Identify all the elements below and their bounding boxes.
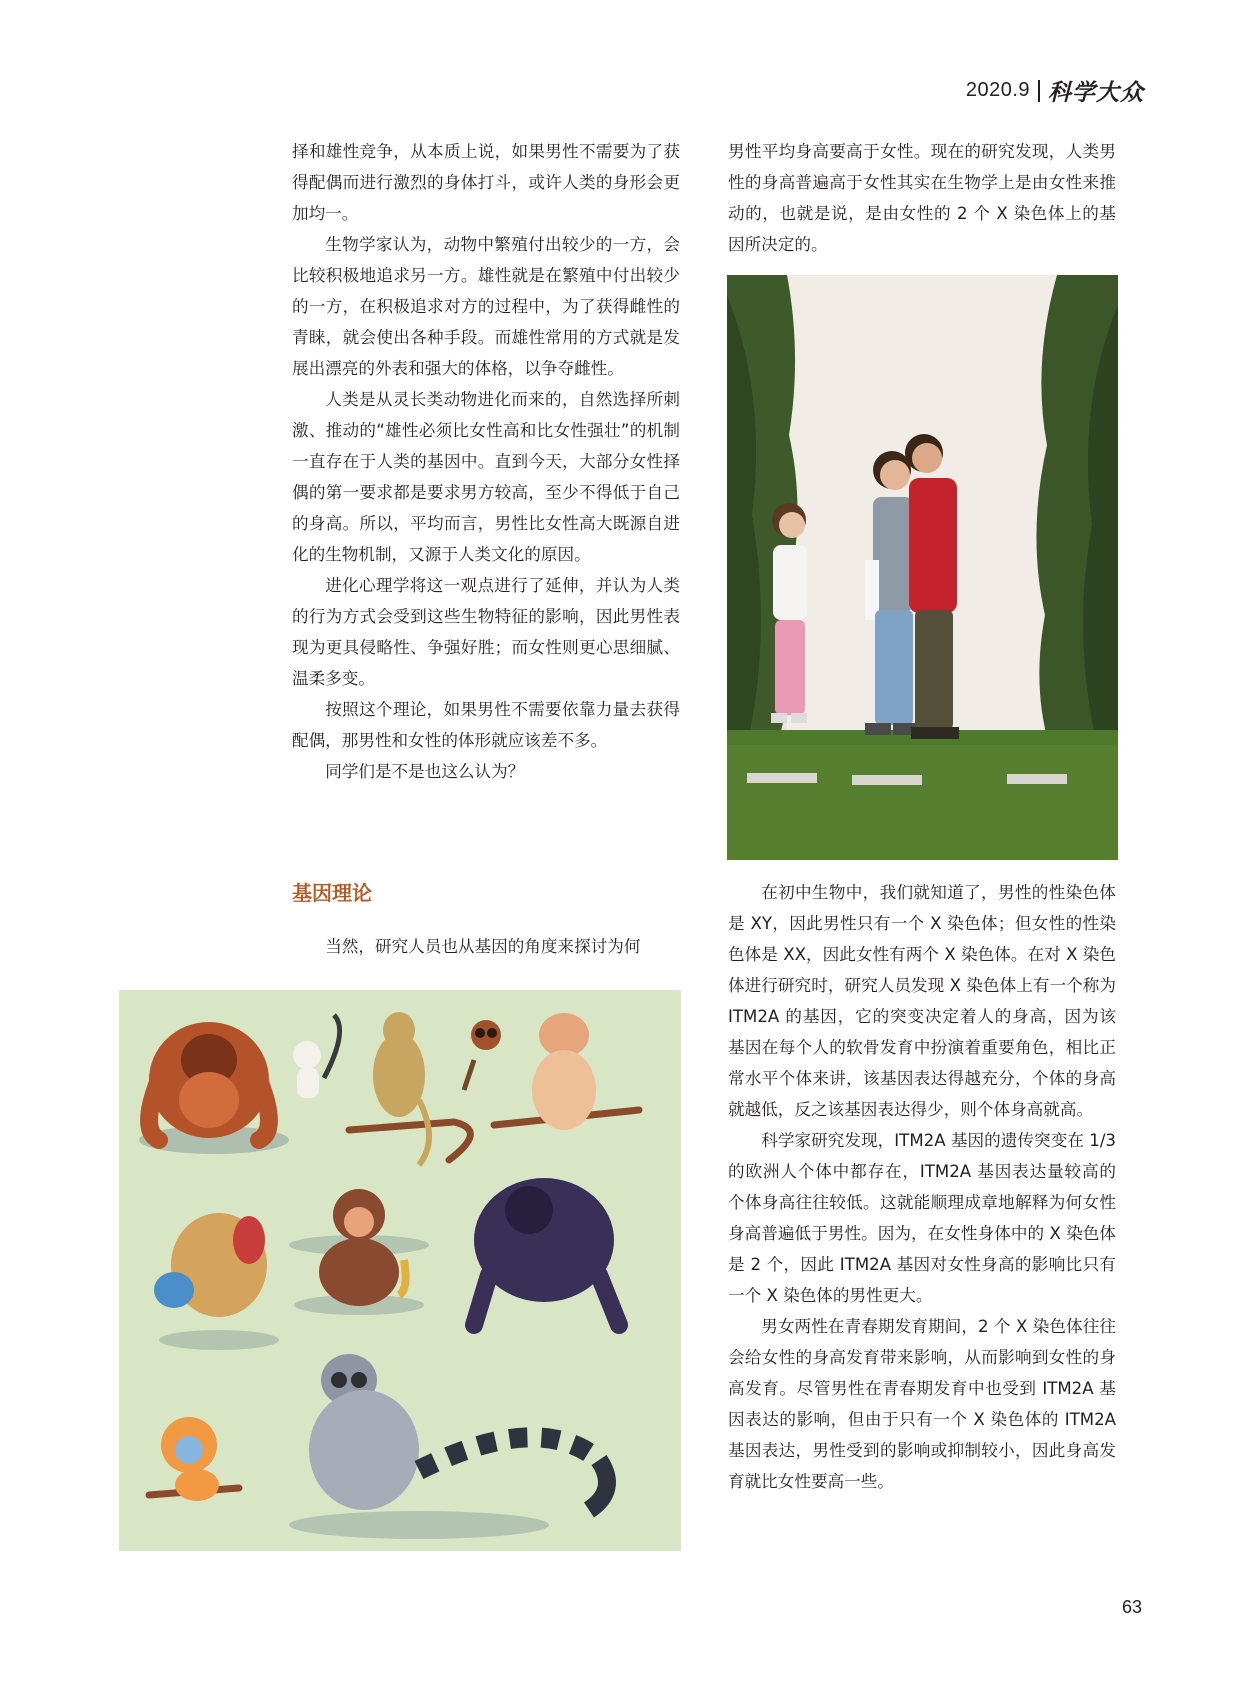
header-divider	[1038, 80, 1040, 102]
right-column-top	[728, 136, 1116, 260]
paragraph: 生物学家认为，动物中繁殖付出较少的一方，会比较积极地追求另一方。雄性就是在繁殖中付出较少的一方，在积极追求对方的过程中，为了获得雌性的青睐，就会使出各种手段。而雄性常用的方式就是发展出漂亮的外表和强大的体格，以争夺雌性。	[292, 235, 680, 378]
paragraph: 同学们是不是也这么认为？	[325, 762, 525, 781]
paragraph: 在初中生物中，我们就知道了，男性的性染色体是 XY，因此男性只有一个 X 染色体；但女性的性染色体是 XX，因此女性有两个 X 染色体。在对 X 染色体进行研究时，研究人员发现 X 染色体上有一个称为 ITM2A 的基因，它的突变决定着人的身高，因为该基因在每个人的软骨发育中扮演着重要角色，相比正常水平个体来讲，该基因表达得越充分，个体的身高就越低，反之该基因表达得少，则个体身高就高。	[728, 883, 1116, 1119]
primates-illustration	[119, 990, 681, 1551]
paragraph: 当然，研究人员也从基因的角度来探讨为何	[325, 937, 641, 956]
right-column-bottom	[728, 877, 1116, 1497]
paragraph: 科学家研究发现，ITM2A 基因的遗传突变在 1/3 的欧洲人个体中都存在，ITM2A 基因表达量较高的个体身高往往较低。这就能顺理成章地解释为何女性身高普遍低于男性。因为，在女性身体中的 X 染色体是 2 个，因此 ITM2A 基因对女性身高的影响比只有一个 X 染色体的男性更大。	[728, 1131, 1116, 1305]
issue-number: 2020.9	[965, 79, 1030, 101]
paragraph: 按照这个理论，如果男性不需要依靠力量去获得配偶，那男性和女性的体形就应该差不多。	[292, 700, 680, 750]
paragraph: 进化心理学将这一观点进行了延伸，并认为人类的行为方式会受到这些生物特征的影响，因此男性表现为更具侵略性、争强好胜；而女性则更心思细腻、温柔多变。	[292, 576, 680, 688]
primates-graphic	[119, 990, 681, 1551]
children-photo-graphic	[727, 275, 1118, 860]
magazine-logo: 科学大众	[1048, 79, 1144, 106]
paragraph: 男性平均身高要高于女性。现在的研究发现，人类男性的身高普遍高于女性其实在生物学上是由女性来推动的，也就是说，是由女性的 2 个 X 染色体上的基因所决定的。	[728, 142, 1116, 254]
paragraph: 男女两性在青春期发育期间，2 个 X 染色体往往会给女性的身高发育带来影响，从而影响到女性的身高发育。尽管男性在青春期发育中也受到 ITM2A 基因表达的影响，但由于只有一个 X 染色体的 ITM2A 基因表达，男性受到的影响或抑制较小，因此身高发育就比女性要高一些。	[728, 1317, 1116, 1491]
page-header	[966, 74, 1144, 107]
children-height-photo	[727, 275, 1118, 860]
section-heading: 基因理论	[292, 881, 372, 905]
page-number: 63	[1121, 1597, 1142, 1617]
paragraph: 择和雄性竞争，从本质上说，如果男性不需要为了获得配偶而进行激烈的身体打斗，或许人类的身形会更加均一。	[292, 142, 680, 223]
left-column-top	[292, 136, 680, 787]
left-column-bottom	[292, 931, 680, 962]
paragraph: 人类是从灵长类动物进化而来的，自然选择所刺激、推动的“雄性必须比女性高和比女性强壮”的机制一直存在于人类的基因中。直到今天，大部分女性择偶的第一要求都是要求男方较高，至少不得低于自己的身高。所以，平均而言，男性比女性高大既源自进化的生物机制，又源于人类文化的原因。	[292, 390, 680, 564]
